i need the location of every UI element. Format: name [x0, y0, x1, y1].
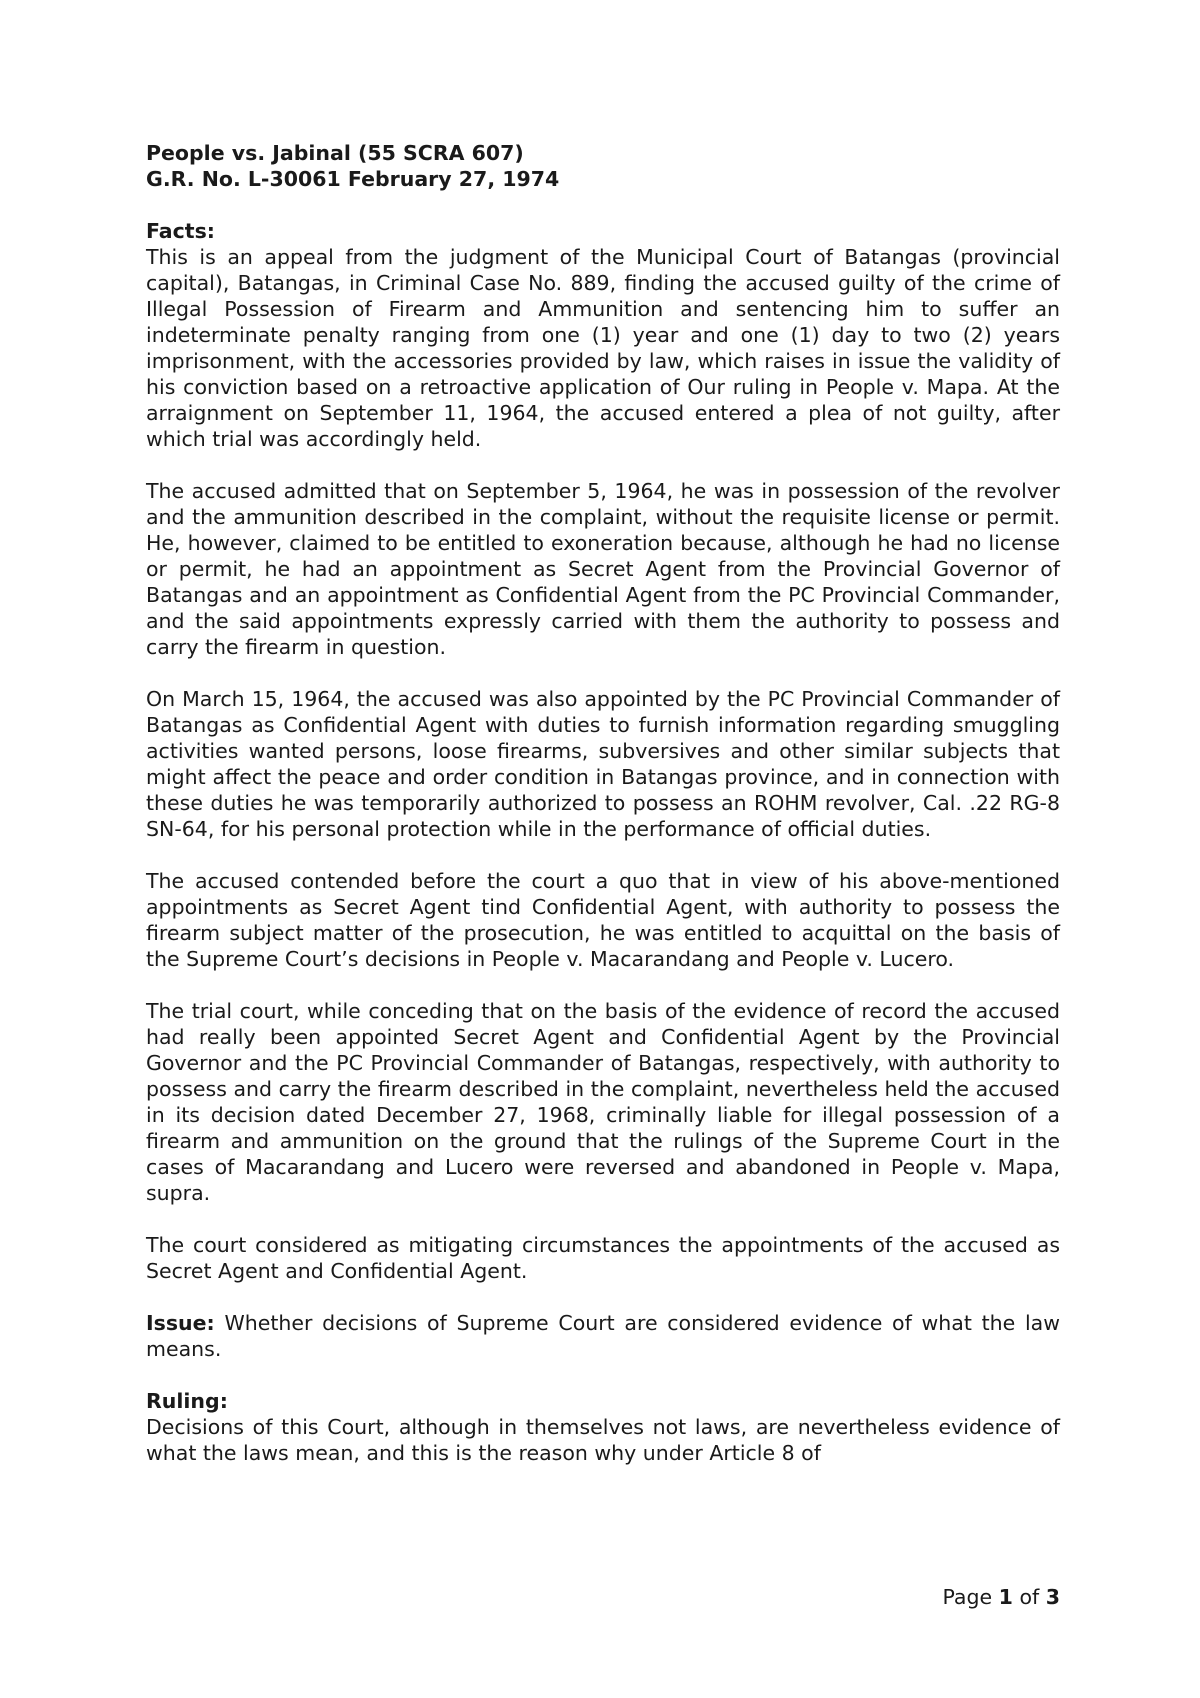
ruling-paragraph: Decisions of this Court, although in themselves not laws, are nevertheless evidence of what the laws mean, and this is the reason why under Article 8 of — [146, 1415, 1060, 1465]
ruling-heading: Ruling: — [146, 1389, 228, 1413]
facts-paragraph-3: On March 15, 1964, the accused was also appointed by the PC Provincial Commander of Batangas as Confidential Agent with duties to furnish information regarding smuggling activities wanted persons, loose firearms, subversives and other similar subjects that might affect the peace and order condition in Batangas province, and in connection with these duties he was temporarily authorized to possess an ROHM revolver, Cal. .22 RG-8 SN-64, for his personal protection while in the performance of official duties. — [146, 687, 1060, 841]
spacer — [146, 660, 1060, 686]
page-word: Page — [942, 1585, 993, 1609]
issue-label: Issue: — [146, 1311, 215, 1335]
facts-heading: Facts: — [146, 219, 215, 243]
page-footer — [942, 1584, 1060, 1610]
issue-text: Whether decisions of Supreme Court are considered evidence of what the law means. — [146, 1311, 1060, 1361]
case-title: People vs. Jabinal (55 SCRA 607) — [146, 141, 524, 165]
spacer — [146, 1362, 1060, 1388]
spacer — [146, 972, 1060, 998]
case-number: G.R. No. L-30061 February 27, 1974 — [146, 167, 560, 191]
document-page — [146, 140, 1060, 1466]
facts-paragraph-1: This is an appeal from the judgment of the Municipal Court of Batangas (provincial capital), Batangas, in Criminal Case No. 889, finding the accused guilty of the crime of Illegal Possession of Firearm and Ammunition and sentencing him to suffer an indeterminate penalty ranging from one (1) year and one (1) day to two (2) years imprisonment, with the accessories provided by law, which raises in issue the validity of his conviction based on a retroactive application of Our ruling in People v. Mapa. At the arraignment on September 11, 1964, the accused entered a plea of not guilty, after which trial was accordingly held. — [146, 245, 1060, 451]
facts-paragraph-2: The accused admitted that on September 5, 1964, he was in possession of the revolver and the ammunition described in the complaint, without the requisite license or permit. He, however, claimed to be entitled to exoneration because, although he had no license or permit, he had an appointment as Secret Agent from the Provincial Governor of Batangas and an appointment as Confidential Agent from the PC Provincial Commander, and the said appointments expressly carried with them the authority to possess and carry the firearm in question. — [146, 479, 1060, 659]
page-current: 1 — [998, 1585, 1013, 1609]
spacer — [146, 192, 1060, 218]
page-total: 3 — [1045, 1585, 1060, 1609]
spacer — [146, 452, 1060, 478]
spacer — [146, 842, 1060, 868]
issue-paragraph — [146, 1310, 1060, 1362]
facts-paragraph-6: The court considered as mitigating circumstances the appointments of the accused as Secret Agent and Confidential Agent. — [146, 1233, 1060, 1283]
of-word: of — [1019, 1585, 1040, 1609]
facts-paragraph-5: The trial court, while conceding that on the basis of the evidence of record the accused had really been appointed Secret Agent and Confidential Agent by the Provincial Governor and the PC Provincial Commander of Batangas, respectively, with authority to possess and carry the firearm described in the complaint, nevertheless held the accused in its decision dated December 27, 1968, criminally liable for illegal possession of a firearm and ammunition on the ground that the rulings of the Supreme Court in the cases of Macarandang and Lucero were reversed and abandoned in People v. Mapa, supra. — [146, 999, 1060, 1205]
spacer — [146, 1284, 1060, 1310]
spacer — [146, 1206, 1060, 1232]
facts-paragraph-4: The accused contended before the court a quo that in view of his above-mentioned appointments as Secret Agent tind Confidential Agent, with authority to possess the firearm subject matter of the prosecution, he was entitled to acquittal on the basis of the Supreme Court’s decisions in People v. Macarandang and People v. Lucero. — [146, 869, 1060, 971]
